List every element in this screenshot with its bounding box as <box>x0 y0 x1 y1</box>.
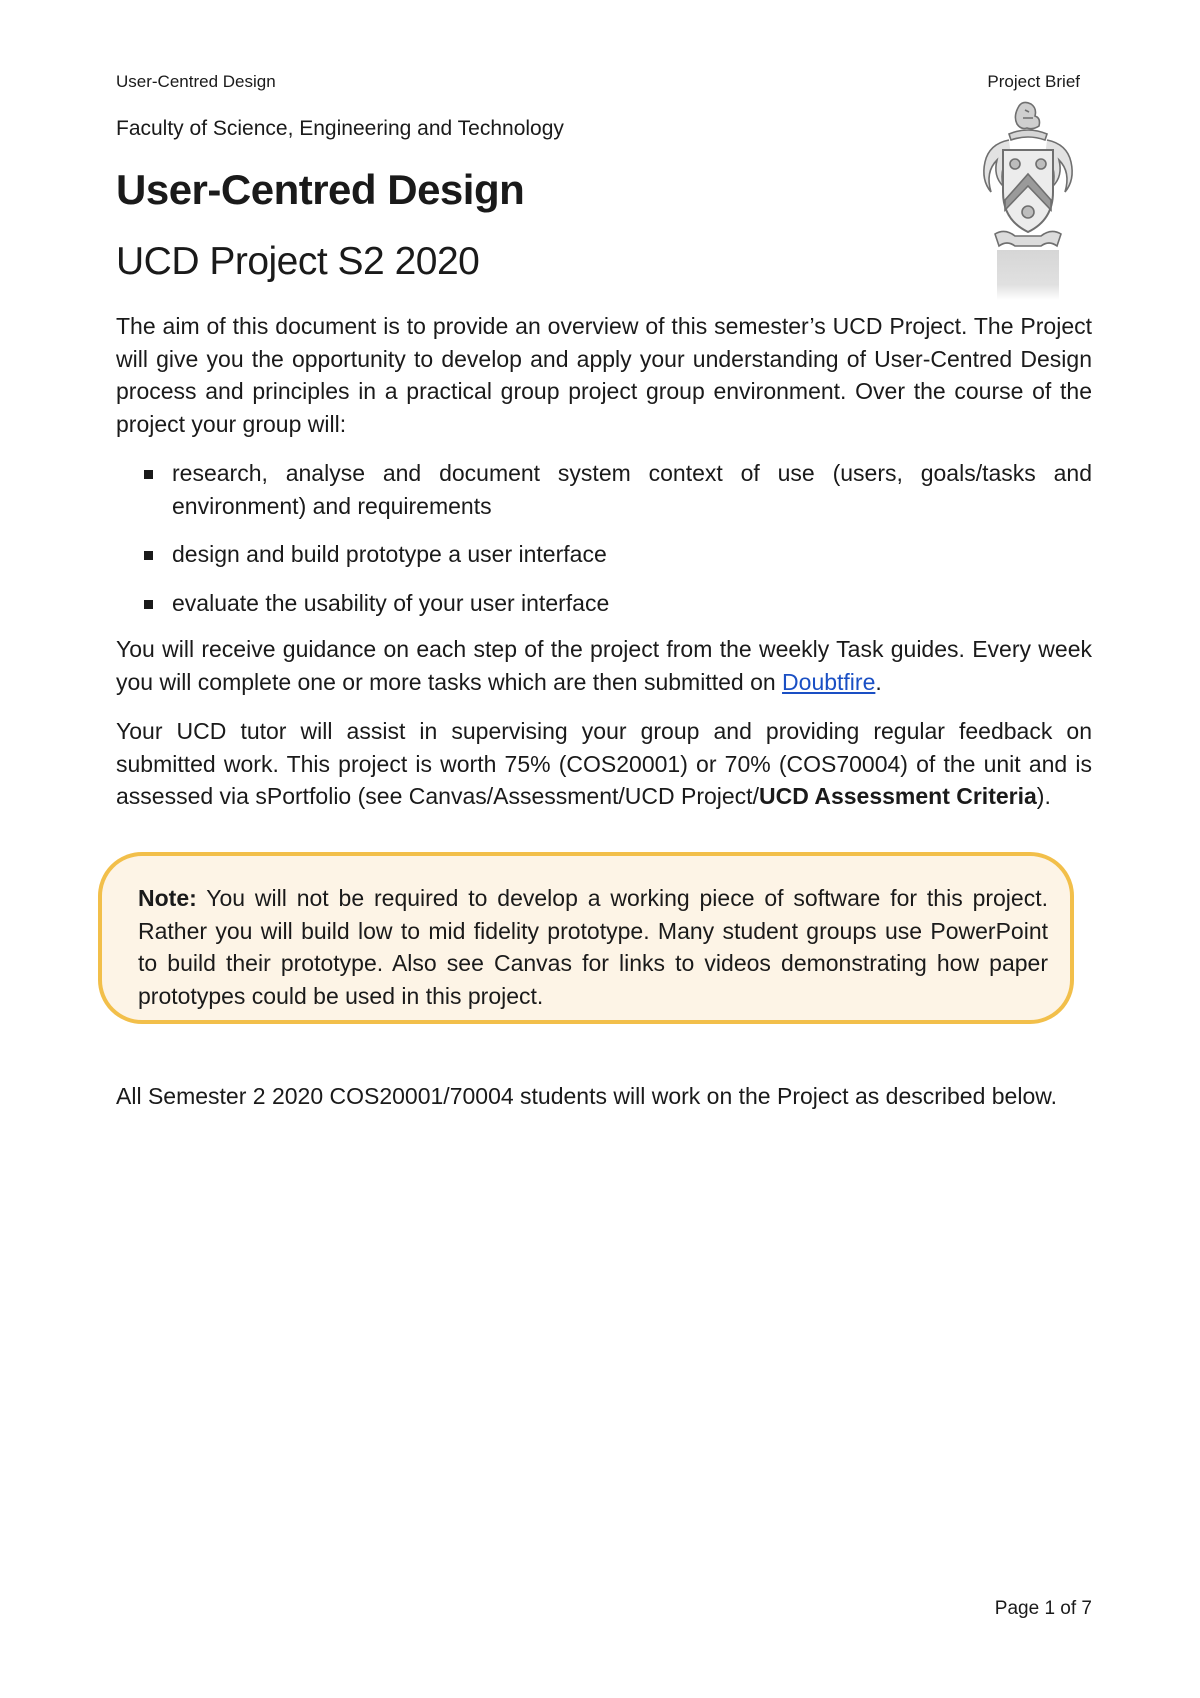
assessment-criteria-label: UCD Assessment Criteria <box>758 783 1037 809</box>
guidance-end: . <box>875 668 882 695</box>
document-title: User-Centred Design <box>116 166 525 213</box>
tutor-text: Your UCD tutor will assist in supervising your group and providing regular feedback on submitted work. This project is worth 75% (COS20001) or 70% (COS70004) of the unit and is assessed via sPortfolio (see Canvas/Assessment/UCD Project/ <box>116 718 1092 809</box>
note-text: You will not be required to develop a working piece of software for this project. Rather you will build low to mid fidelity prototype. Many student groups use PowerPoint to build their prototype. Also see Canvas for links to videos demonstrating how paper prototypes could be used in this project. <box>138 885 1048 1009</box>
closing-paragraph: All Semester 2 2020 COS20001/70004 students will work on the Project as described below. <box>116 1083 1057 1109</box>
guidance-text: You will receive guidance on each step of the project from the weekly Task guides. Every week you will complete one or more tasks which are then submitted on <box>116 636 1092 695</box>
document-subtitle: UCD Project S2 2020 <box>116 240 480 283</box>
note-paragraph <box>138 882 1048 1012</box>
doubtfire-link[interactable]: Doubtfire <box>782 668 876 695</box>
running-header <box>116 72 1080 96</box>
university-crest-icon <box>975 100 1081 300</box>
bullet-square-icon <box>144 470 153 479</box>
bullet-square-icon <box>144 551 153 560</box>
faculty-name: Faculty of Science, Engineering and Technology <box>116 117 564 140</box>
list-item-text: design and build prototype a user interface <box>172 541 607 567</box>
objectives-list <box>116 457 1092 635</box>
intro-paragraph: The aim of this document is to provide an overview of this semester’s UCD Project. The Project will give you the opportunity to develop and apply your understanding of User-Centred Design process and principles in a practical group project group environment. Over the course of the project your group will: <box>116 313 1092 437</box>
bullet-square-icon <box>144 600 153 609</box>
header-doc-type: Project Brief <box>987 72 1080 91</box>
tutor-end: ). <box>1036 783 1051 809</box>
guidance-paragraph <box>116 633 1092 698</box>
list-item <box>116 587 1092 620</box>
note-label: Note: <box>138 885 197 911</box>
list-item-text: evaluate the usability of your user interface <box>172 589 610 616</box>
note-callout <box>98 852 1074 1024</box>
list-item <box>116 538 1092 571</box>
tutor-paragraph <box>116 715 1092 813</box>
list-item-text: research, analyse and document system context of use (users, goals/tasks and environment) and requirements <box>172 460 1092 519</box>
list-item <box>116 457 1092 522</box>
header-course-name: User-Centred Design <box>116 72 276 91</box>
page-number: Page 1 of 7 <box>994 1598 1092 1619</box>
